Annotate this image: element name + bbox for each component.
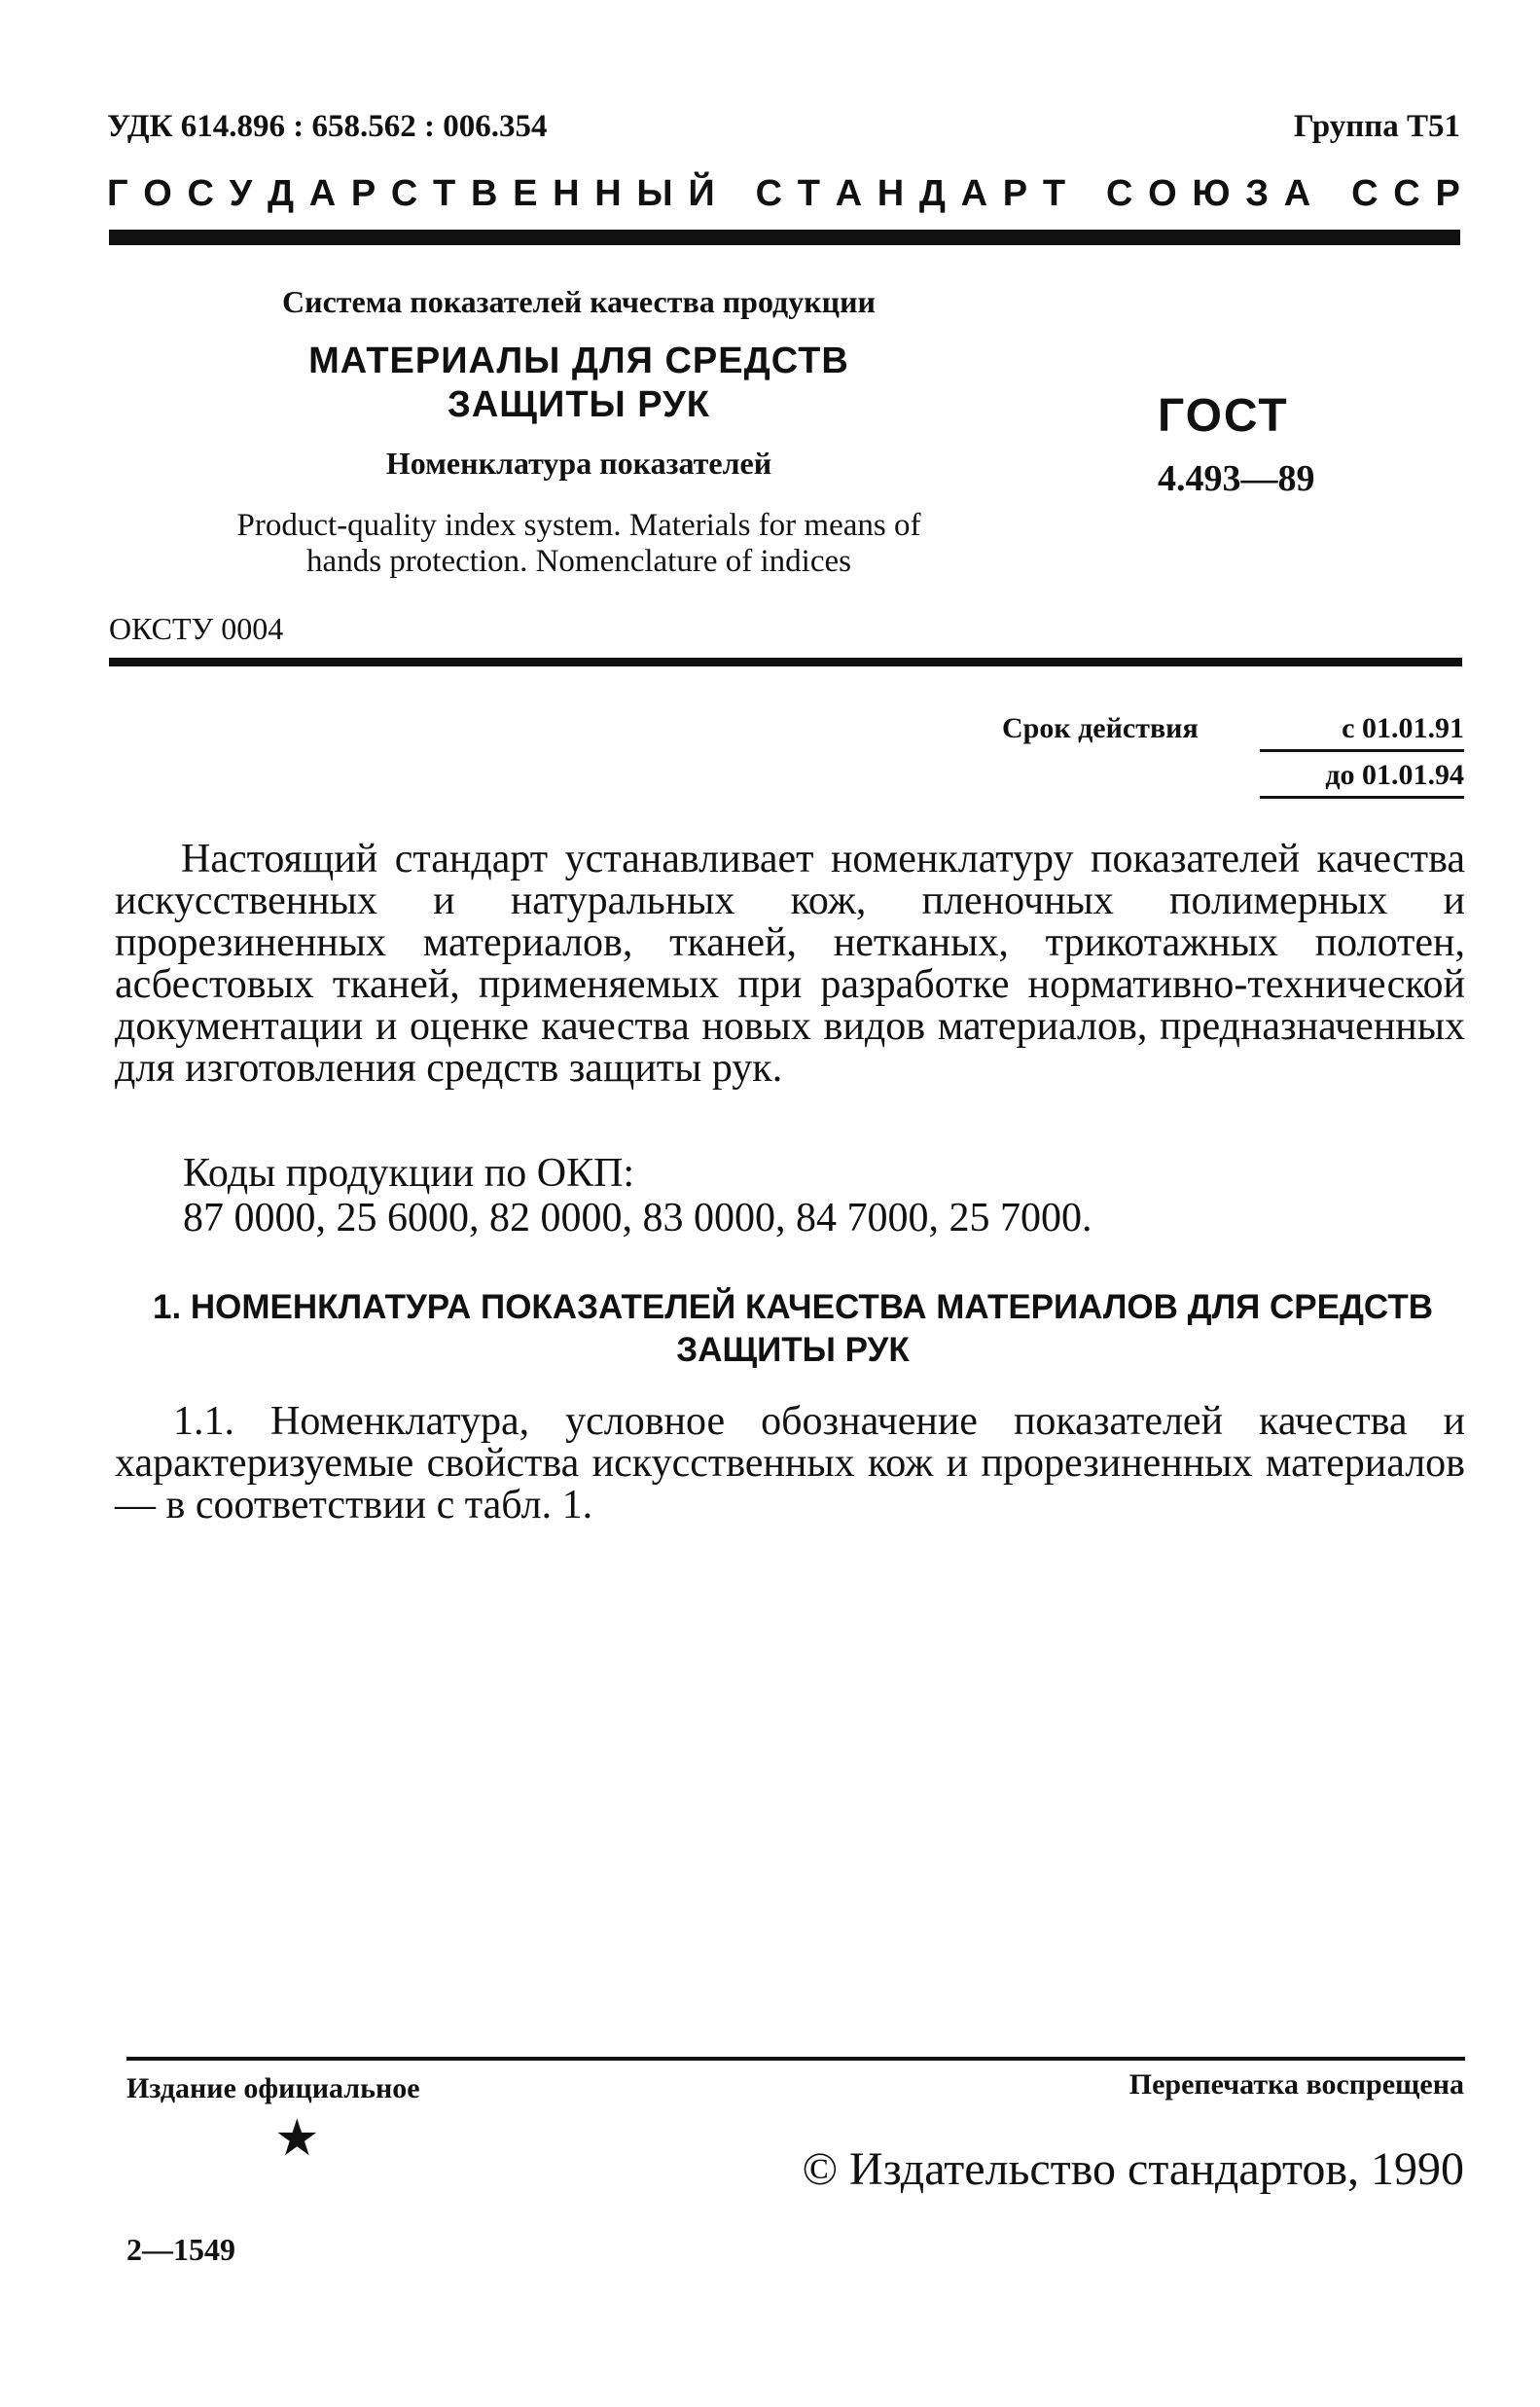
document-title-line1: МАТЕРИАЛЫ ДЛЯ СРЕДСТВ: [308, 341, 849, 381]
heading-letter: Й: [688, 173, 715, 214]
state-standard-heading: [107, 173, 1460, 215]
validity-to: до 01.01.94: [1260, 759, 1464, 799]
heading-letter: Р: [1002, 173, 1028, 214]
reprint-prohibited-label: Перепечатка воспрещена: [1128, 2068, 1464, 2101]
heading-space: [1081, 173, 1092, 215]
heading-letter: З: [1245, 173, 1270, 214]
heading-letter: Г: [107, 173, 128, 214]
okp-codes-label: Коды продукции по ОКП:: [183, 1151, 635, 1196]
heading-letter: В: [470, 173, 498, 214]
gost-number: 4.493—89: [1158, 458, 1315, 499]
document-subtitle: Номенклатура показателей: [385, 446, 772, 481]
group-code: Группа Т51: [1293, 109, 1460, 144]
heading-letter: Т: [797, 173, 820, 214]
heading-letter: С: [390, 173, 418, 214]
heading-letter: С: [1393, 173, 1420, 214]
heading-letter: А: [835, 173, 863, 214]
heading-letter: Ю: [1192, 173, 1231, 214]
header-rule: [109, 230, 1460, 245]
heading-letter: С: [187, 173, 214, 214]
heading-space: [730, 173, 740, 215]
english-title: Product-quality index system. Materials for means of hands protection. Nomenclature of indices: [236, 508, 921, 579]
validity-from: с 01.01.91: [1260, 712, 1464, 752]
heading-letter: Ы: [636, 173, 673, 214]
validity-label: Срок действия: [1002, 712, 1199, 744]
heading-letter: У: [229, 173, 253, 214]
system-title: Система показателей качества продукции: [282, 284, 876, 319]
heading-letter: Т: [1042, 173, 1066, 214]
heading-letter: Т: [433, 173, 456, 214]
heading-letter: Д: [918, 173, 946, 214]
clause-1-1: 1.1. Номенклатура, условное обозначение показателей качества и характеризуемые свойства искусственных кож и прорезиненных материалов — в соответствии с табл. 1.: [115, 1399, 1465, 1527]
heading-letter: Р: [350, 173, 376, 214]
heading-letter: О: [143, 173, 172, 214]
okp-codes: 87 0000, 25 6000, 82 0000, 83 0000, 84 7000, 25 7000.: [183, 1196, 1092, 1240]
heading-letter: Н: [877, 173, 905, 214]
okstu-code: ОКСТУ 0004: [109, 611, 284, 646]
footer-rule: [126, 2057, 1465, 2061]
document-title-line2: ЗАЩИТЫ РУК: [448, 384, 710, 425]
intro-paragraph: Настоящий стандарт устанавливает номенклатуру показателей качества искусственных и натуральных кож, пленочных полимерных и прорезиненных материалов, тканей, нетканых, трикотажных полотен, асбестовых тканей, применяемых при разработке нормативно-технической документации и оценке качества новых видов материалов, предназначенных для изготовления средств защиты рук.: [115, 837, 1465, 1091]
heading-letter: А: [960, 173, 988, 214]
gost-label: ГОСТ: [1158, 390, 1289, 442]
star-icon: ★: [274, 2111, 320, 2167]
heading-letter: А: [1283, 173, 1311, 214]
heading-letter: Е: [513, 173, 538, 214]
heading-letter: С: [755, 173, 783, 214]
print-code: 2—1549: [126, 2232, 235, 2267]
heading-letter: Н: [553, 173, 580, 214]
official-edition-label: Издание официальное: [126, 2072, 420, 2104]
heading-space: [1326, 173, 1337, 215]
udk-code: УДК 614.896 : 658.562 : 006.354: [107, 109, 548, 144]
heading-letter: С: [1106, 173, 1133, 214]
section-1-title: 1. НОМЕНКЛАТУРА ПОКАЗАТЕЛЕЙ КАЧЕСТВА МАТЕРИАЛОВ ДЛЯ СРЕДСТВ ЗАЩИТЫ РУК: [152, 1288, 1433, 1369]
heading-letter: А: [308, 173, 337, 214]
heading-letter: О: [1148, 173, 1177, 214]
copyright-notice: © Издательство стандартов, 1990: [802, 2143, 1464, 2195]
heading-letter: Р: [1435, 173, 1460, 214]
heading-letter: С: [1351, 173, 1379, 214]
heading-letter: Д: [267, 173, 295, 214]
heading-letter: Н: [594, 173, 622, 214]
title-rule: [109, 658, 1462, 666]
